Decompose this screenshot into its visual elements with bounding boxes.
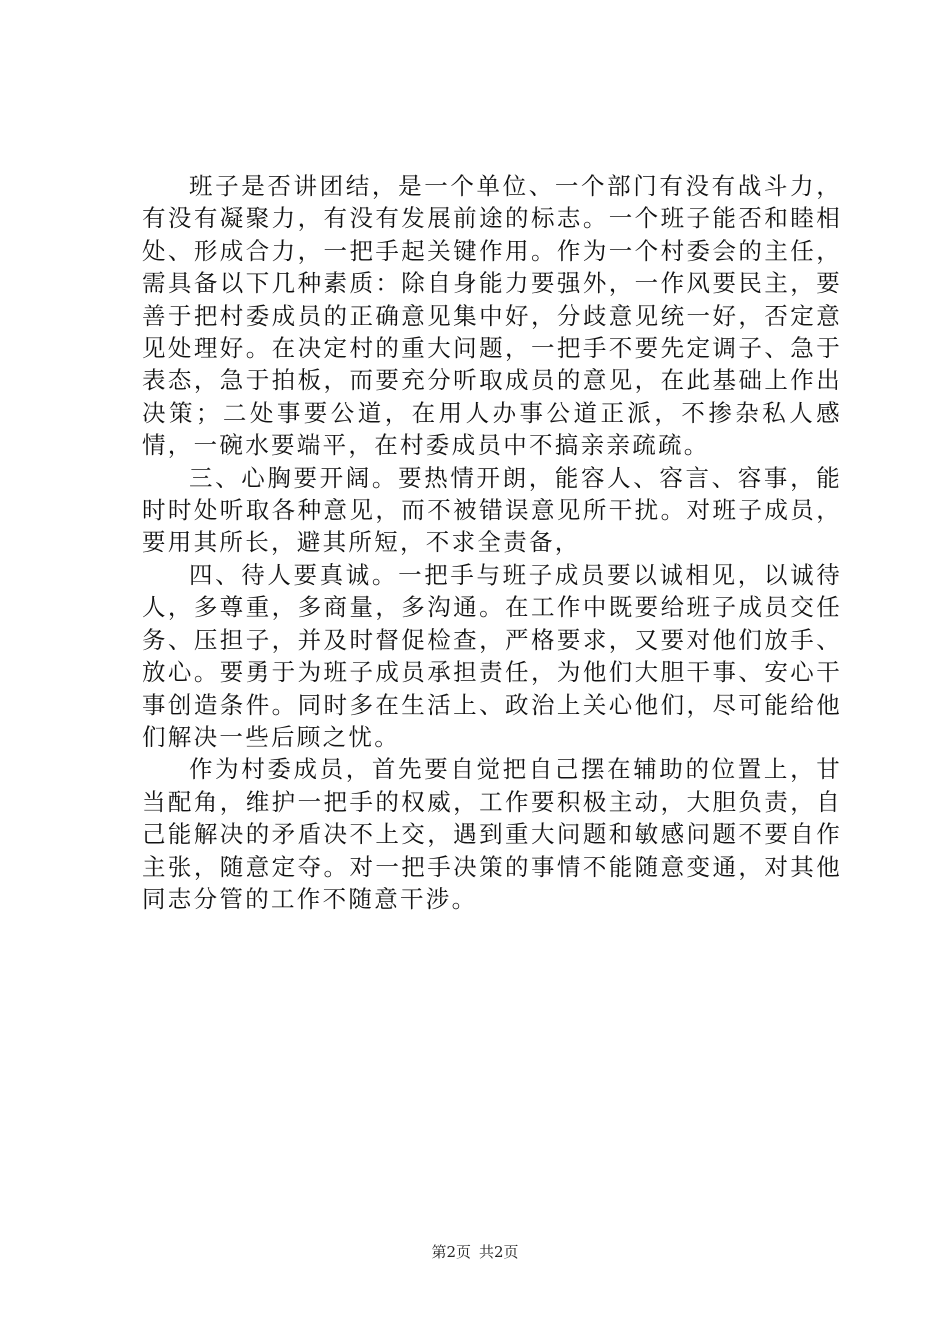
page-total: 共2页 [479,1243,519,1261]
paragraph-1: 班子是否讲团结，是一个单位、一个部门有没有战斗力，有没有凝聚力，有没有发展前途的标志。一个班子能否和睦相处、形成合力，一把手起关键作用。作为一个村委会的主任，需具备以下几种素质：除自身能力要强外，一作风要民主，要善于把村委成员的正确意见集中好，分歧意见统一好，否定意见处理好。在决定村的重大问题，一把手不要先定调子、急于表态，急于拍板，而要充分听取成员的意见，在此基础上作出决策；二处事要公道，在用人办事公道正派，不掺杂私人感情，一碗水要端平，在村委成员中不搞亲亲疏疏。 [142,172,842,460]
document-body [142,170,842,915]
paragraph-4: 作为村委成员，首先要自觉把自己摆在辅助的位置上，甘当配角，维护一把手的权威，工作要积极主动，大胆负责，自己能解决的矛盾决不上交，遇到重大问题和敏感问题不要自作主张，随意定夺。对一把手决策的事情不能随意变通，对其他同志分管的工作不随意干涉。 [142,755,842,913]
page-footer [0,1242,950,1262]
page-number: 第2页 [431,1243,471,1261]
paragraph-2: 三、心胸要开阔。要热情开朗，能容人、容言、容事，能时时处听取各种意见，而不被错误意见所干扰。对班子成员，要用其所长，避其所短，不求全责备， [142,463,842,557]
paragraph-3: 四、待人要真诚。一把手与班子成员要以诚相见，以诚待人，多尊重，多商量，多沟通。在工作中既要给班子成员交任务、压担子，并及时督促检查，严格要求，又要对他们放手、放心。要勇于为班子成员承担责任，为他们大胆干事、安心干事创造条件。同时多在生活上、政治上关心他们，尽可能给他们解决一些后顾之忧。 [142,560,842,751]
